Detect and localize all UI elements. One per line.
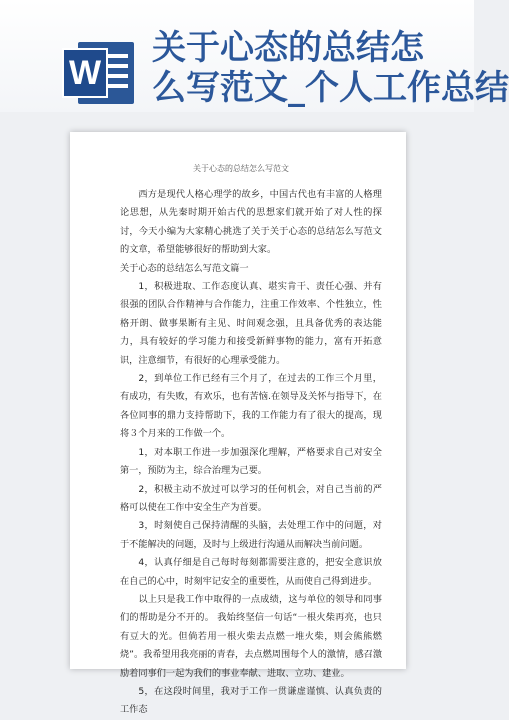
page-title <box>152 28 509 108</box>
paragraph: 1，对本职工作进一步加强深化理解，严格要求自己对安全第一，预防为主，综合治理为己要。 <box>120 446 382 477</box>
banner-header <box>0 0 509 112</box>
paragraph: 2，积极主动不放过可以学习的任何机会，对自己当前的严格可以使在工作中安全生产为首要。 <box>120 483 382 513</box>
paragraph: 3，时刻使自己保持清醒的头脑，去处理工作中的问题，对于不能解决的问题，及时与上级进行沟通从而解决当前问题。 <box>120 520 382 550</box>
title-line-1: 关于心态的总结怎 <box>152 28 424 68</box>
section-heading: 关于心态的总结怎么写范文篇一 <box>120 262 249 274</box>
word-document-icon <box>64 42 134 104</box>
document-page <box>70 132 406 716</box>
paragraph: 1，积极进取、工作态度认真、堪实肯干、责任心强、并有很强的团队合作精神与合作能力，注重工作效率、个性独立，性格开朗、做事果断有主见、时间观念强，且具备优秀的表达能力，具有较好的学习能力和接受新鲜事物的能力，富有开拓意识，注意细节，有很好的心理承受能力。 <box>120 281 382 366</box>
intro-paragraph: 西方是现代人格心理学的故乡，中国古代也有丰富的人格理论思想，从先秦时期开始古代的思想家们就开始了对人性的探讨，今天小编为大家精心挑选了关于关于心态的总结怎么写范文的文章，希望能够很好的帮助到大家。 <box>120 189 382 256</box>
document-body <box>70 132 406 720</box>
word-icon-letter: W <box>64 50 106 96</box>
paragraph: 2，到单位工作已经有三个月了，在过去的工作三个月里，有成功，有失败，有欢乐，也有苦恼.在领导及关怀与指导下，在各位同事的鼎力支持帮助下，我的工作能力有了很大的提高，现将３个月来的工作做一个。 <box>120 373 382 440</box>
paragraph: 4，认真仔细是自己每时每刻都需要注意的，把安全意识放在自己的心中，时刻牢记安全的重要性，从而使自己得到进步。 <box>120 557 382 587</box>
document-title: 关于心态的总结怎么写范文 <box>193 164 289 173</box>
paragraph: 5，在这段时间里，我对于工作一贯谦虚谨慎、认真负责的工作态 <box>120 685 382 716</box>
paragraph: 以上只是我工作中取得的一点成绩，这与单位的领导和同事们的帮助是分不开的。 我始终坚信一句话“一根火柴再亮，也只有豆大的光。但倘若用一根火柴去点燃一堆火柴，则会熊熊燃烧”。我希望用我亮丽的青春，去点燃周围每个人的激情，感召激励着同事们一起为我们的事业奉献、进取、立功、建业。 <box>120 593 383 679</box>
title-line-2: 么写范文_个人工作总结 <box>152 68 509 108</box>
